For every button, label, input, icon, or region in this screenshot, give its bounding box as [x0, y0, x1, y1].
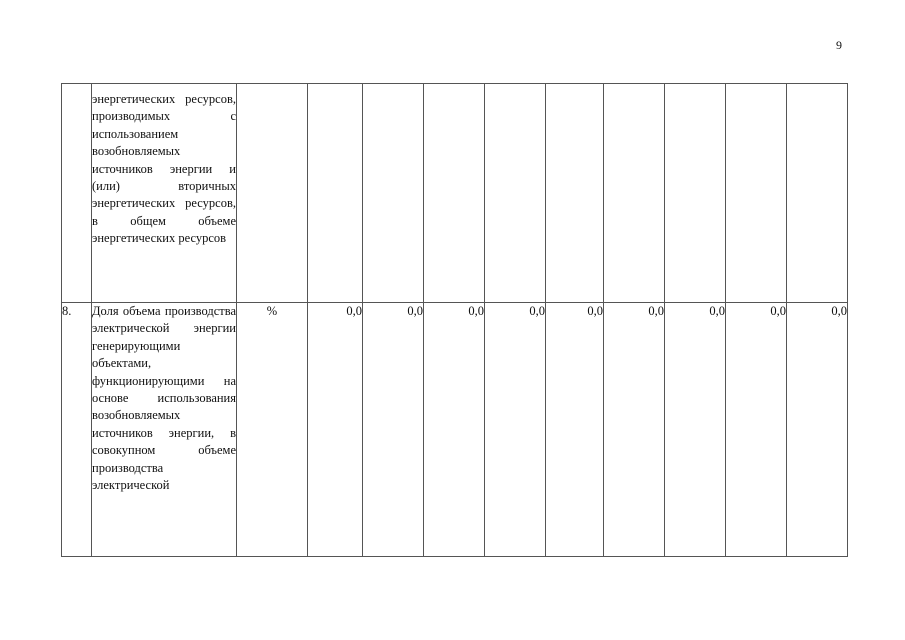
table-row	[62, 303, 848, 557]
value-cell: 0,0	[787, 303, 848, 557]
value-cell: 0,0	[308, 303, 363, 557]
value-cell	[363, 84, 424, 303]
value-cell: 0,0	[604, 303, 665, 557]
indicator-name-cell: Доля объема производства электрической энергии генерирующими объектами, функционирующими на основе использования возобновляемых источников энергии, в совокупном объеме производства электрической	[92, 303, 237, 557]
value-cell	[726, 84, 787, 303]
value-cell	[665, 84, 726, 303]
value-cell	[787, 84, 848, 303]
unit-cell: %	[237, 303, 308, 557]
value-cell	[485, 84, 546, 303]
table-row	[62, 84, 848, 303]
unit-cell	[237, 84, 308, 303]
value-cell	[308, 84, 363, 303]
indicators-table	[61, 83, 848, 557]
value-cell: 0,0	[424, 303, 485, 557]
page-number: 9	[836, 38, 842, 52]
value-cell	[604, 84, 665, 303]
value-cell: 0,0	[363, 303, 424, 557]
value-cell	[546, 84, 604, 303]
indicator-name-cell: энергетических ресурсов, производимых с использованием возобновляемых источников энергии и (или) вторичных энергетических ресурсов, в общем объеме энергетических ресурсов	[92, 84, 237, 303]
value-cell	[424, 84, 485, 303]
row-number-cell	[62, 84, 92, 303]
value-cell: 0,0	[485, 303, 546, 557]
value-cell: 0,0	[546, 303, 604, 557]
value-cell: 0,0	[665, 303, 726, 557]
value-cell: 0,0	[726, 303, 787, 557]
row-number-cell: 8.	[62, 303, 92, 557]
